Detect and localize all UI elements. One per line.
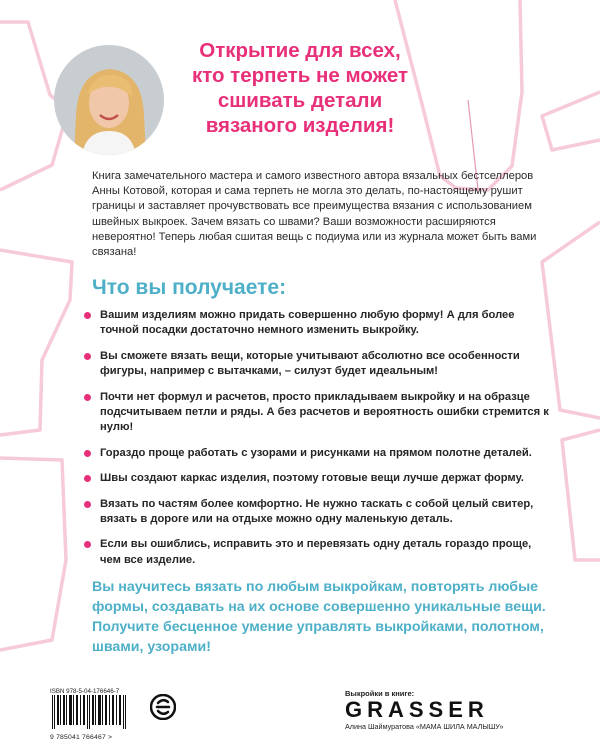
isbn-text: ISBN 978-5-04-176646-7	[50, 688, 120, 695]
benefit-item	[84, 471, 554, 486]
author-photo	[54, 45, 164, 155]
promo-label: Выкройки в книге:	[345, 689, 415, 698]
intro-paragraph: Книга замечательного мастера и самого известного автора вязальных бестселлеров Анны Котовой, которая и сама терпеть не могла это делать, по-настоящему рушит границы и заставляет прочувствовать все преимущества вязания с использованием швейных выкроек. Зачем вязать со швами? Ваши возможности расширяются невероятно! Теперь любая сшитая вещь с подиума или из журнала может быть вами связана!	[92, 170, 537, 259]
benefit-text: Швы создают каркас изделия, поэтому готовые вещи лучше держат форму.	[100, 472, 524, 485]
pattern-shape-bottom-left	[0, 458, 66, 650]
headline-line: сшивать детали	[217, 89, 383, 112]
bullet-dot-icon	[84, 312, 91, 319]
benefit-item	[84, 446, 554, 461]
section-title: Что вы получаете:	[92, 276, 287, 299]
benefit-text: Если вы ошиблись, исправить это и перевязать одну деталь гораздо проще, чем все изделие.	[100, 538, 532, 566]
headline-line: Открытие для всех,	[199, 39, 401, 62]
closing-paragraph: Вы научитесь вязать по любым выкройкам, повторять любые формы, создавать на их основе совершенно уникальные вещи. Получите бесценное умение управлять выкройками, полотном, швами, узорами!	[92, 579, 546, 655]
publisher-logo-icon	[150, 694, 176, 720]
benefit-text: Гораздо проще работать с узорами и рисунками на прямом полотне деталей.	[100, 446, 532, 459]
headline	[170, 38, 430, 138]
benefit-item	[84, 497, 554, 528]
promo-brand: GRASSER	[345, 697, 489, 722]
benefit-text: Вязать по частям более комфортно. Не нужно таскать с собой целый свитер, вязать в дороге или на отдыхе можно одну маленькую деталь.	[100, 497, 534, 526]
pattern-shape-bottom-right	[562, 430, 600, 560]
benefit-text: Вашим изделиям можно придать совершенно любую форму! А для более точной посадки достаточно немного изменить выкройку.	[100, 309, 515, 337]
headline-line: кто терпеть не может	[191, 64, 409, 87]
benefit-item	[84, 537, 554, 568]
bullet-dot-icon	[84, 450, 91, 457]
bullet-dot-icon	[84, 475, 91, 482]
benefit-item	[84, 349, 554, 380]
benefits-list	[84, 308, 554, 568]
promo-block	[345, 689, 565, 731]
barcode-number: 9 785041 766467 >	[50, 734, 113, 741]
barcode-block	[50, 688, 132, 741]
pattern-shape-right	[542, 92, 600, 150]
benefit-text: Вы сможете вязать вещи, которые учитывают абсолютно все особенности фигуры, например с вытачками, – силуэт будет идеальным!	[100, 349, 520, 378]
bullet-dot-icon	[84, 353, 91, 360]
bullet-dot-icon	[84, 501, 91, 508]
promo-subtitle: Алина Шаймуратова «МАМА ШИЛА МАЛЫШУ»	[345, 722, 504, 731]
benefit-item	[84, 308, 554, 339]
barcode-icon	[50, 695, 130, 729]
benefit-item	[84, 390, 554, 436]
pattern-shape-left	[0, 250, 72, 435]
bullet-dot-icon	[84, 394, 91, 401]
headline-line: вязаного изделия!	[205, 114, 395, 137]
bullet-dot-icon	[84, 541, 91, 548]
benefit-text: Почти нет формул и расчетов, просто прикладываем выкройку и на образце подсчитываем петли и ряды. А без расчетов и вероятность ошибки стремится к нулю!	[100, 390, 549, 434]
